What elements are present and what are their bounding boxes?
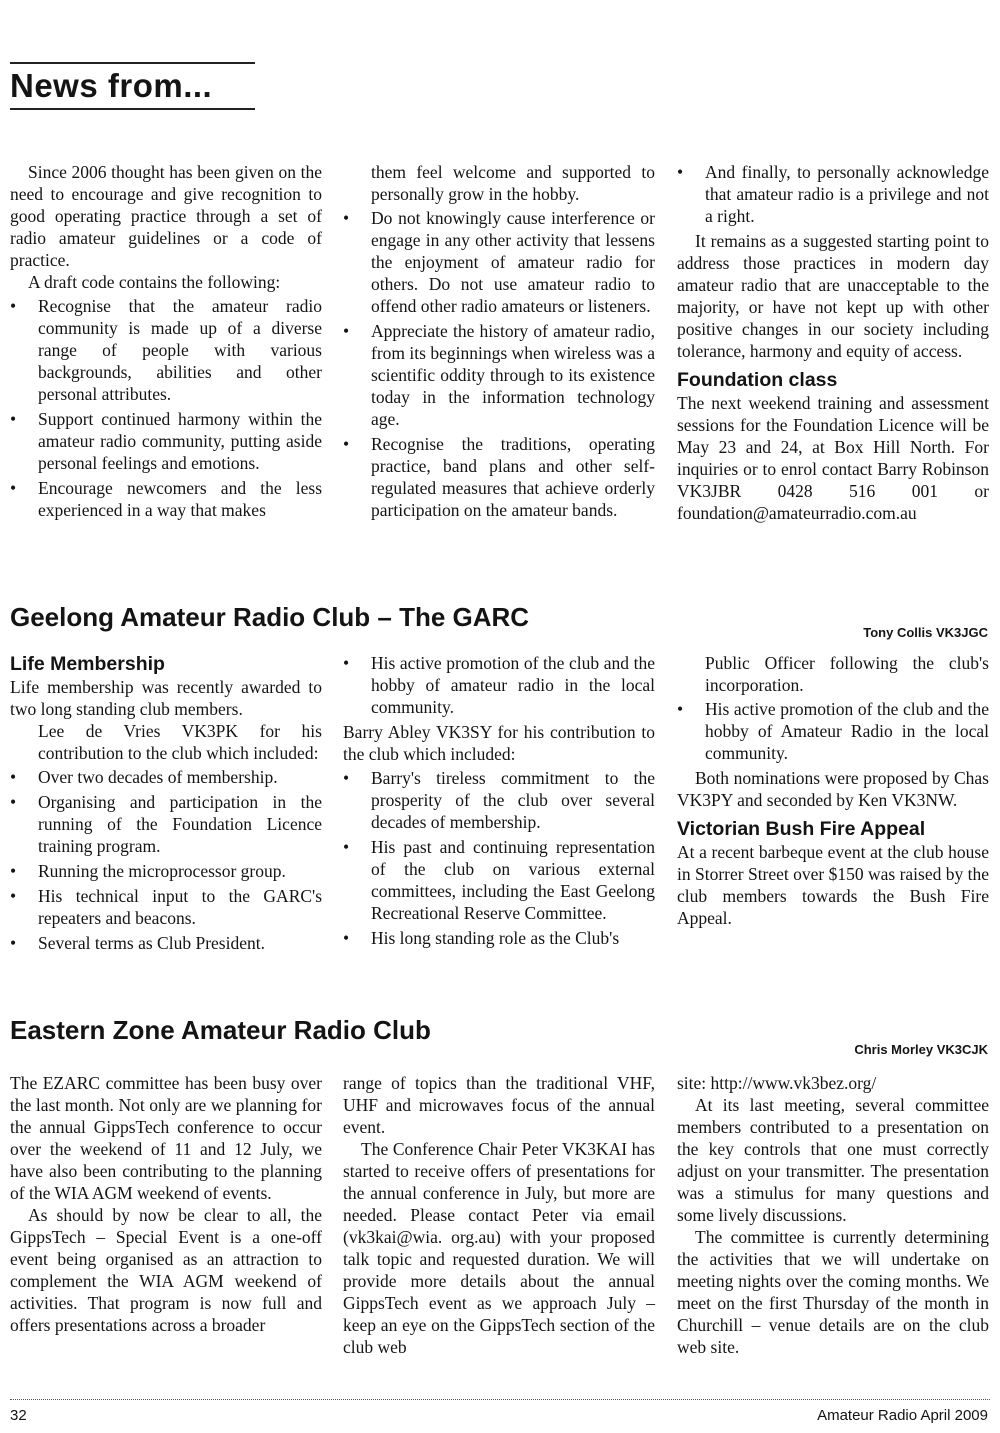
ezarc-column-1 [10,1072,322,1336]
lee-de-vries-paragraph: Lee de Vries VK3PK for his contribution to the club which included: [38,721,322,763]
garc-column-2 [343,652,655,952]
barry-contributions-list [343,767,655,949]
masthead-title: News from... [10,67,213,104]
bullet-icon: • [10,409,17,429]
list-item: • Running the microprocessor group. [10,861,286,881]
news-code-list [10,295,322,521]
bullet-icon: • [343,208,350,228]
bullet-icon: • [343,928,350,948]
bullet-icon: • [343,837,350,857]
news-code-list-final [677,161,989,227]
ezarc-paragraph-4: The Conference Chair Peter VK3KAI has started to receive offers of presentations for the annual conference in July, but more are needed. Please contact Peter via email (vk3kai@wia. org.au) with your proposed talk topic and requested duration. We will provide more details about the annual GippsTech event as we approach July – keep an eye on the GippsTech section of the club web [343,1139,655,1357]
ezarc-author: Chris Morley VK3CJK [854,1042,988,1057]
ezarc-paragraph-3: range of topics than the traditional VHF, UHF and microwaves focus of the annual event. [343,1073,655,1137]
bullet-icon: • [10,861,17,881]
ezarc-paragraph-6: The committee is currently determining the activities that we will undertake on meeting nights over the coming months. We meet on the first Thursday of the month in Churchill – venue details are on the club web site. [677,1227,989,1357]
news-code-list-continued [343,207,655,521]
list-item: • His active promotion of the club and the hobby of amateur radio in the local community. [343,653,655,717]
issue-label: Amateur Radio April 2009 [817,1407,988,1424]
news-continued-paragraph: them feel welcome and supported to personally grow in the hobby. [371,162,655,204]
list-item: • Organising and participation in the running of the Foundation Licence training program. [10,792,322,856]
garc-column-1 [10,652,322,957]
bullet-icon: • [677,162,684,182]
ezarc-paragraph-5: At its last meeting, several committee members contributed to a presentation on the key controls that one must correctly adjust on your transmitter. The presentation was a stimulus for many questions and some lively discussions. [677,1095,989,1225]
ezarc-paragraph-1: The EZARC committee has been busy over the last month. Not only are we planning for the annual GippsTech conference to occur over the weekend of 11 and 12 July, we have also been contributing to the planning of the WIA AGM weekend of events. [10,1073,322,1203]
foundation-class-text: The next weekend training and assessment sessions for the Foundation Licence will be May 23 and 24, at Box Hill North. For inquiries or to enrol contact Barry Robinson VK3JBR 0428 516 001 or foundation@amateurradio.com.au [677,393,989,523]
list-item: • Several terms as Club President. [10,933,265,953]
news-intro-paragraph: Since 2006 thought has been given on the need to encourage and give recognition to good operating practice through a set of radio amateur guidelines or a code of practice. [10,162,322,270]
list-item: • His active promotion of the club and the hobby of Amateur Radio in the local community. [677,699,989,763]
ezarc-section-title: Eastern Zone Amateur Radio Club [10,1015,431,1045]
bullet-icon: • [10,933,17,953]
list-item: • His technical input to the GARC's repeaters and beacons. [10,886,322,928]
ezarc-website-line: site: http://www.vk3bez.org/ [677,1073,877,1093]
news-summary-paragraph: It remains as a suggested starting point to address those practices in modern day amateur radio that are unacceptable to the majority, or have not kept up with other positive changes in our society including tolerance, harmony and equity of access. [677,231,989,361]
bush-fire-appeal-heading: Victorian Bush Fire Appeal [677,818,926,840]
masthead-top-rule [10,62,255,64]
masthead-bottom-rule [10,108,255,110]
bullet-icon: • [677,699,684,719]
list-item: • Barry's tireless commitment to the prosperity of the club over several decades of membership. [343,768,655,832]
bullet-icon: • [10,767,17,787]
bullet-icon: • [343,321,350,341]
foundation-class-heading: Foundation class [677,369,838,391]
news-column-2 [343,161,655,524]
list-item: • Do not knowingly cause interference or engage in any other activity that lessens the enjoyment of amateur radio for others. Do not use amateur radio to offend other radio amateurs or listeners. [343,208,655,316]
page-number: 32 [10,1407,27,1424]
barry-abley-paragraph: Barry Abley VK3SY for his contribution to the club which included: [343,722,655,764]
news-column-3 [677,161,989,524]
ezarc-column-3 [677,1072,989,1358]
bullet-icon: • [343,434,350,454]
list-item: • His past and continuing representation of the club on various external committees, including the East Geelong Recreational Reserve Committee. [343,837,655,923]
garc-column-3 [677,652,989,929]
list-item: • Encourage newcomers and the less experienced in a way that makes [10,478,322,520]
bullet-icon: • [10,792,17,812]
public-officer-continued: Public Officer following the club's incorporation. [705,653,989,695]
news-column-1 [10,161,322,524]
ezarc-column-2 [343,1072,655,1358]
list-item: • Over two decades of membership. [10,767,278,787]
bullet-icon: • [343,768,350,788]
footer-rule [10,1399,990,1400]
list-item: • And finally, to personally acknowledge that amateur radio is a privilege and not a right. [677,162,989,226]
ezarc-paragraph-2: As should by now be clear to all, the GippsTech – Special Event is a one-off event being organised as an attraction to complement the WIA AGM weekend of activities. That program is now full and offers presentations across a broader [10,1205,322,1335]
barry-contributions-list-continued [677,698,989,764]
bullet-icon: • [10,886,17,906]
bullet-icon: • [10,296,17,316]
list-item: • Recognise the traditions, operating practice, band plans and other self-regulated measures that achieve orderly participation on the amateur bands. [343,434,655,520]
news-draft-paragraph: A draft code contains the following: [28,272,281,292]
bush-fire-appeal-text: At a recent barbeque event at the club house in Storrer Street over $150 was raised by the club members towards the Bush Fire Appeal. [677,842,990,928]
garc-section-title: Geelong Amateur Radio Club – The GARC [10,602,530,632]
nominations-paragraph: Both nominations were proposed by Chas VK3PY and seconded by Ken VK3NW. [677,768,989,810]
list-item: • Recognise that the amateur radio community is made up of a diverse range of people with various backgrounds, abilities and other personal attributes. [10,296,322,404]
list-item: • Support continued harmony within the amateur radio community, putting aside personal feelings and emotions. [10,409,322,473]
lee-contributions-list [10,766,322,954]
bullet-icon: • [343,653,350,673]
lee-contributions-list-continued [343,652,655,718]
bullet-icon: • [10,478,17,498]
life-membership-intro: Life membership was recently awarded to two long standing club members. [10,677,322,719]
list-item: • Appreciate the history of amateur radio, from its beginnings when wireless was a scientific oddity through to its existence today in the information technology age. [343,321,655,429]
garc-author: Tony Collis VK3JGC [863,625,988,640]
life-membership-heading: Life Membership [10,653,165,675]
list-item: • His long standing role as the Club's [343,928,620,948]
